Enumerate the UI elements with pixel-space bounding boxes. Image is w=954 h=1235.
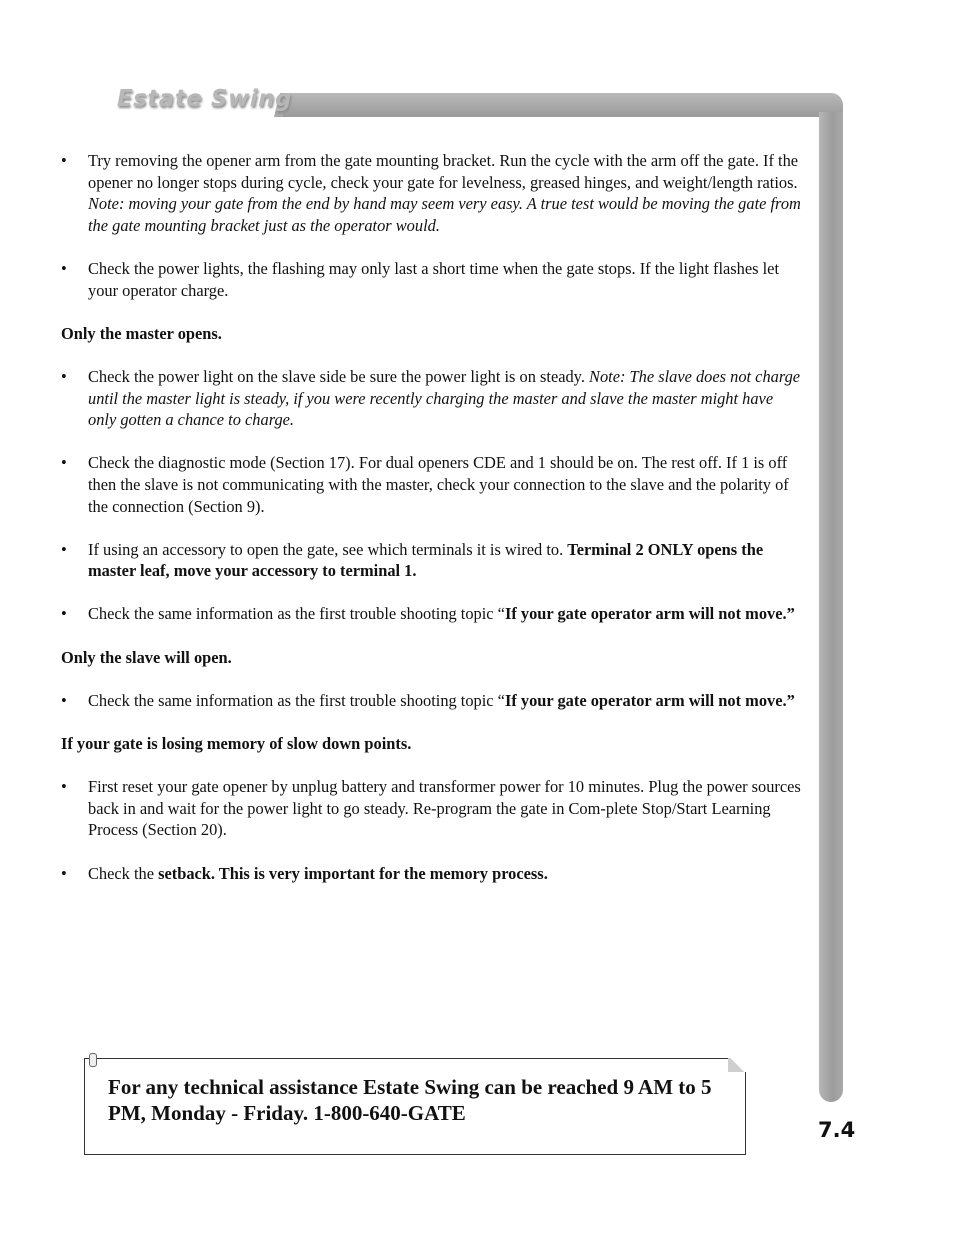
body-text: Check the same information as the first trouble shooting topic “ — [88, 690, 505, 710]
page-content — [61, 150, 801, 906]
body-text: Check the same information as the first trouble shooting topic “ — [88, 604, 505, 624]
bullet-item — [61, 258, 801, 301]
note-text: Note: The slave does not charge until the master light is steady, if you were recently charging the master and slave the master might have only gotten a chance to charge. — [88, 366, 801, 430]
body-text: Check the diagnostic mode (Section 17). For dual openers CDE and 1 should be on. The rest off. If 1 is off then the slave is not communicating with the master, check your connection to the slave and the polarity of the connection (Section 9). — [88, 453, 789, 516]
body-text: Try removing the opener arm from the gate mounting bracket. Run the cycle with the arm off the gate. If the opener no longer stops during cycle, check your gate for levelness, greased hinges, and weight/length ratios. — [88, 151, 799, 192]
support-note-box — [84, 1058, 746, 1155]
body-text: Check the — [88, 863, 159, 883]
body-text: Check the power light on the slave side be sure the power light is on steady. — [88, 366, 590, 386]
side-bar — [819, 112, 843, 1102]
emphasis-text: If your gate operator arm will not move.” — [504, 690, 795, 710]
body-text: Check the power lights, the flashing may only last a short time when the gate stops. If the light flashes let your operator charge. — [88, 258, 779, 300]
bullet-item — [61, 150, 801, 236]
emphasis-text: If your gate operator arm will not move.” — [504, 604, 795, 624]
emphasis-text: Terminal 2 ONLY opens the master leaf, move your accessory to terminal 1. — [88, 539, 764, 581]
bullet-item — [61, 603, 801, 625]
emphasis-text: setback. This is very important for the memory process. — [158, 863, 548, 883]
bullet-item — [61, 690, 801, 712]
bullet-item — [61, 366, 801, 431]
note-text: Note: moving your gate from the end by hand may seem very easy. A true test would be moving the gate from the gate mounting bracket just as the operator would. — [88, 194, 801, 235]
section-heading: Only the slave will open. — [61, 647, 232, 667]
section-heading: If your gate is losing memory of slow down points. — [61, 734, 412, 754]
header-bar — [283, 93, 843, 117]
bullet-item — [61, 776, 801, 841]
body-text: First reset your gate opener by unplug battery and transformer power for 10 minutes. Plug the power sources back in and wait for the power light to go steady. Re-program the gate in Com-plete Stop/Start Learning Process (Section 20). — [88, 777, 801, 840]
page-fold-icon — [728, 1058, 746, 1072]
body-text: If using an accessory to open the gate, see which terminals it is wired to. — [88, 539, 568, 559]
brand-logo: Estate Swing — [117, 86, 293, 112]
section-heading: Only the master opens. — [61, 323, 222, 343]
support-note-text: For any technical assistance Estate Swing can be reached 9 AM to 5 PM, Monday - Friday. 1-800-640-GATE — [108, 1075, 712, 1125]
pin-icon — [89, 1053, 97, 1067]
bullet-item — [61, 452, 801, 517]
bullet-item — [61, 539, 801, 582]
page-number: 7.4 — [818, 1118, 856, 1142]
bullet-item — [61, 863, 801, 885]
